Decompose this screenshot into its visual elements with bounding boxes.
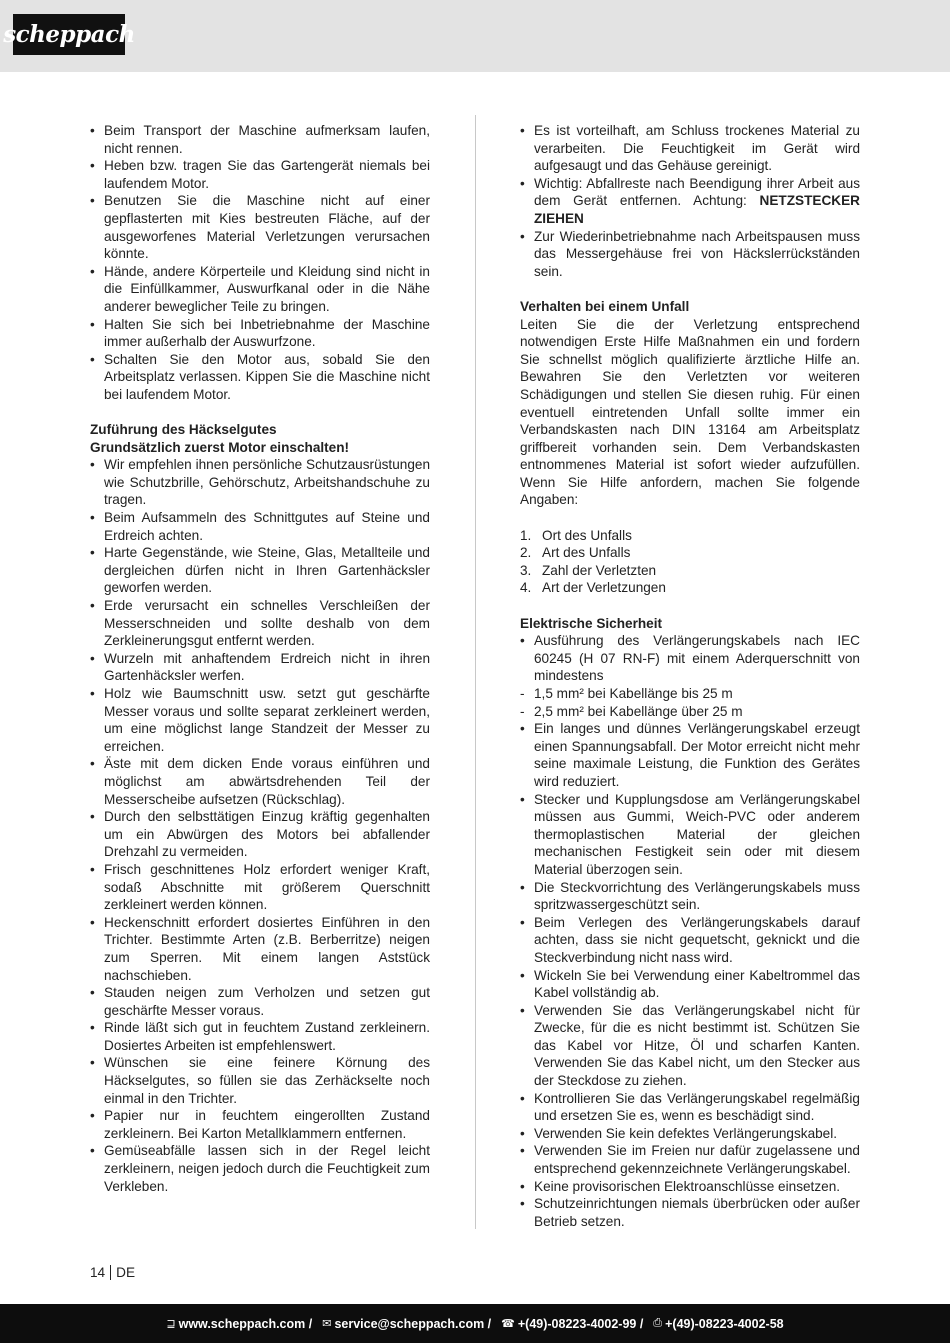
list-item: • Verwenden Sie das Verlängerungskabel nicht für Zwecke, für die es nicht bestimmt ist. Schützen Sie das Kabel vor Hitze, Öl und scharfen Kanten. Verwenden Sie das Kabel nicht, um den Stecker aus der Steckdose zu ziehen. [520,1002,860,1090]
right-column [520,122,860,1230]
list-number: 4. [520,580,532,596]
phone-icon: ☎ [501,1318,515,1330]
list-item: • Frisch geschnittenes Holz erfordert weniger Kraft, sodaß Abschnitte mit größerem Querschnitt zerkleinert werden können. [90,861,430,914]
list-item [520,632,860,720]
list-item: • Heckenschnitt erfordert dosiertes Einführen in den Trichter. Bestimmte Arten (z.B. Berberritze) neigen zum Sperren. Mit einem langen Aststück nachschieben. [90,914,430,984]
list-item: • Papier nur in feuchtem eingerollten Zustand zerkleinern. Bei Karton Metallklammern entfernen. [90,1107,430,1142]
email-link[interactable]: service@scheppach.com / [334,1316,492,1331]
phone-number[interactable]: +(49)-08223-4002-99 / [517,1316,644,1331]
electric-bullet-list-continued [520,720,860,1230]
accident-heading: Verhalten bei einem Unfall [520,298,690,314]
list-item: • Beim Verlegen des Verlängerungskabels darauf achten, dass sie nicht gequetscht, geknickt und die Steckverbindung nicht nass wird. [520,914,860,967]
list-item: • Harte Gegenstände, wie Steine, Glas, Metallteile und dergleichen dürfen nicht in Ihren Gartenhäcksler geworfen werden. [90,544,430,597]
list-item: • Wir empfehlen ihnen persönliche Schutzausrüstungen wie Schutzbrille, Gehörschutz, Arbeitshandschuhe zu tragen. [90,456,430,509]
electric-heading: Elektrische Sicherheit [520,615,663,631]
list-item: • Beim Aufsammeln des Schnittgutes auf Steine und Erdreich achten. [90,509,430,544]
list-item: • Verwenden Sie kein defektes Verlängerungskabel. [520,1125,860,1143]
numbered-list-item [520,544,860,562]
list-item: • Gemüseabfälle lassen sich in der Regel leicht zerkleinern, neigen jedoch durch die Feuchtigkeit zum Verkleben. [90,1142,430,1195]
footer-bar [0,1304,950,1343]
safety-bullet-list [90,122,430,404]
numbered-list-item [520,527,860,545]
fax-icon: ⎙ [653,1317,663,1329]
column-divider [475,115,476,1229]
list-item: • Schalten Sie den Motor aus, sobald Sie den Arbeitsplatz verlassen. Kippen Sie die Maschine nicht bei laufendem Motor. [90,351,430,404]
feeding-bullet-list [90,456,430,1195]
page-language: DE [116,1265,136,1280]
fax-number: +(49)-08223-4002-58 [665,1316,784,1331]
list-item: • Äste mit dem dicken Ende voraus einführen und möglichst am abwärtsdrehenden Teil der Messerscheibe aufsetzen (Rückschlag). [90,755,430,808]
sub-list-text: 1,5 mm² bei Kabellänge bis 25 m [534,686,733,701]
page-number [90,1265,135,1280]
list-item: • Erde verursacht ein schnelles Verschleißen der Messerschneiden und sollte deshalb von dem Zerkleinerungsgut entfernt werden. [90,597,430,650]
mail-icon: ✉ [322,1318,332,1330]
list-item: • Hände, andere Körperteile und Kleidung sind nicht in die Einfüllkammer, Auswurfkanal oder in die Nähe anderer beweglicher Teile zu bringen. [90,263,430,316]
accident-info-list [520,527,860,597]
computer-icon: ⊒ [166,1318,176,1330]
list-item: • Rinde läßt sich gut in feuchtem Zustand zerkleinern. Dosiertes Arbeiten ist empfehlenswert. [90,1019,430,1054]
list-number: 2. [520,545,532,561]
cleanup-bullet-list [520,122,860,280]
page-number-value: 14 [90,1265,106,1280]
list-text: Zahl der Verletzten [542,562,657,578]
list-item: • Benutzen Sie die Maschine nicht auf einer gepflasterten mit Kies bestreuten Fläche, auf der ausgeworfenes Material Verletzungen verursachen könnte. [90,192,430,262]
sub-list-text: 2,5 mm² bei Kabellänge über 25 m [534,703,743,719]
list-item [520,175,860,228]
bullet-text: Ausführung des Verlängerungskabels nach IEC 60245 (H 07 RN-F) mit einem Aderquerschnitt von mindestens [534,633,860,684]
sub-list-item [520,685,860,703]
list-item: • Beim Transport der Maschine aufmerksam laufen, nicht rennen. [90,122,430,157]
list-item: • Wurzeln mit anhaftendem Erdreich nicht in ihren Gartenhäcksler werfen. [90,650,430,685]
scheppach-logo[interactable]: scheppach [13,14,125,55]
list-item: • Wickeln Sie bei Verwendung einer Kabeltrommel das Kabel vollständig ab. [520,967,860,1002]
list-item: • Keine provisorischen Elektroanschlüsse einsetzen. [520,1178,860,1196]
list-item: • Ein langes und dünnes Verlängerungskabel erzeugt einen Spannungsabfall. Der Motor erreicht nicht mehr seine maximale Leistung, die Funktion des Gerätes wird reduziert. [520,720,860,790]
accident-paragraph: Leiten Sie die der Verletzung entsprechend notwendigen Erste Hilfe Maßnahmen ein und fordern Sie schnellst möglich qualifizierte ärztliche Hilfe an. Bewahren Sie den Verletzten vor weiteren Schädigungen und stellen Sie diesen ruhig. Für einen eventuell eintretenden Unfall sollte immer ein Verbandskasten nach DIN 13164 am Arbeitsplatz griffbereit vorhanden sein. Dem Verbandskasten entnommenes Material ist sofort wieder aufzufüllen. Wenn Sie Hilfe anfordern, machen Sie folgende Angaben: [520,316,860,508]
sub-list-item [520,703,860,721]
list-item: • Wünschen sie eine feinere Körnung des Häckselgutes, so füllen sie das Zerhäckselte noch einmal in den Trichter. [90,1054,430,1107]
feeding-section-heading: Zuführung des Häckselgutes [90,422,277,438]
numbered-list-item [520,579,860,597]
page-number-separator [110,1265,111,1280]
list-text: Art der Verletzungen [542,580,666,596]
list-item: • Zur Wiederinbetriebnahme nach Arbeitspausen muss das Messergehäuse frei von Häckslerrückständen sein. [520,228,860,281]
sub-list-dash: - [520,703,525,719]
list-item: • Die Steckvorrichtung des Verlängerungskabels muss spritzwassergeschützt sein. [520,879,860,914]
list-item: • Kontrollieren Sie das Verlängerungskabel regelmäßig und ersetzen Sie es, wenn es beschädigt sind. [520,1090,860,1125]
bullet-text: Wichtig: Abfallreste nach Beendigung ihrer Arbeit aus dem Gerät entfernen. Achtung: [534,175,860,209]
list-item: • Durch den selbsttätigen Einzug kräftig gegenhalten um ein Abwürgen des Motors bei abfallender Drehzahl zu vermeiden. [90,808,430,861]
sub-list-dash: - [520,686,525,701]
list-number: 1. [520,527,532,543]
feeding-section-subheading: Grundsätzlich zuerst Motor einschalten! [90,439,350,455]
list-item: • Stecker und Kupplungsdose am Verlängerungskabel müssen aus Gummi, Weich-PVC oder anderem thermoplastischen Material der gleichen mechanischen Festigkeit sein oder mit diesem Material überzogen sein. [520,791,860,879]
list-item: • Heben bzw. tragen Sie das Gartengerät niemals bei laufendem Motor. [90,157,430,192]
numbered-list-item [520,562,860,580]
header-band [0,0,950,72]
left-column [90,122,430,1195]
list-item: • Verwenden Sie im Freien nur dafür zugelassene und entsprechend gekennzeichnete Verlängerungskabel. [520,1142,860,1177]
website-link[interactable]: www.scheppach.com / [178,1316,313,1331]
electric-bullet-list [520,632,860,720]
list-item: • Stauden neigen zum Verholzen und setzen gut geschärfte Messer voraus. [90,984,430,1019]
list-number: 3. [520,562,532,578]
list-item: • Es ist vorteilhaft, am Schluss trockenes Material zu verarbeiten. Die Feuchtigkeit im Gerät wird aufgesaugt und das Gehäuse gereinigt. [520,122,860,175]
bullet-bold-text: NETZSTECKER ZIEHEN [534,193,860,226]
cable-spec-list [520,685,860,720]
list-text: Art des Unfalls [542,545,631,561]
list-item: • Schutzeinrichtungen niemals überbrücken oder außer Betrieb setzen. [520,1195,860,1230]
list-text: Ort des Unfalls [542,527,632,543]
list-item: • Halten Sie sich bei Inbetriebnahme der Maschine immer außerhalb der Auswurfzone. [90,316,430,351]
list-item: • Holz wie Baumschnitt usw. setzt gut geschärfte Messer voraus und sollte separat zerkleinert werden, um eine möglichst lange Standzeit der Messer zu erreichen. [90,685,430,755]
